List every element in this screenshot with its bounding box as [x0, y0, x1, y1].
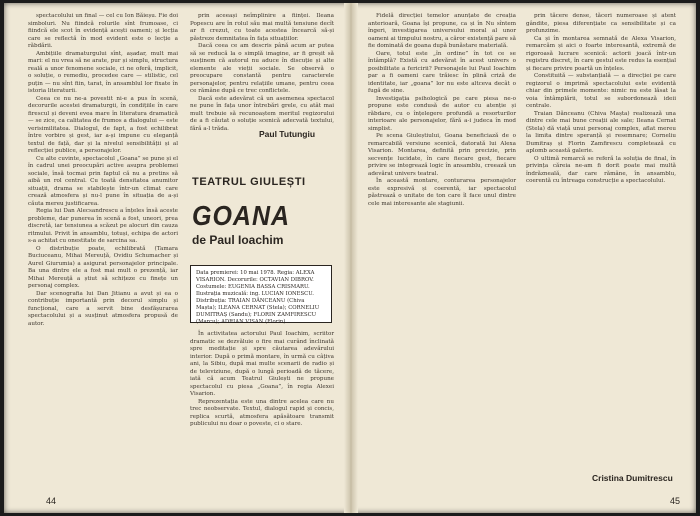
paragraph: Ceea ce nu ne-a povestit ni-e a pus în scenă, decorurile acestei dramaturgii, în condițiile în care firescul și deveni evea mare în literatura dramatică — se zice, ca calitatea de frumos a dialogului — este verisimilitatea. Dialogul, de fapt, a fost echilibrat între vorbire și gest, iar a-și impune cu eleganță textul de față, dar și la nivelul sensibilității și al reflecției publice, a personajelor.	[28, 95, 178, 154]
page-number-left: 44	[46, 496, 57, 506]
book-gutter	[344, 3, 358, 513]
theatre-name: TEATRUL GIULEȘTI	[192, 176, 306, 188]
paragraph: prin tăcere dense, tăceri numeroase și atent gândite, piesa diferențiate ca sensibilitate și ca profunzime.	[526, 13, 676, 34]
paragraph: Fidelă direcției temelor anunțate de creația anterioară, Goana își propune, ca și în Nu sîntem îngeri, investigarea universului moral al unor oameni ai timpului nostru, a căror existență pare să fie dominată de goana după bunăstare materială.	[368, 13, 516, 49]
paragraph: Dacă ceea ce am descris până acum ar putea să se reducă la o simplă imagine, ar fi greșit să susținem că autorul nu aduce în discuție și alte elemente ale vieții sociale. Se observă o preocupare constantă pentru caracterele personajelor, pentru relațiile umane, pentru ceea ce rămâne după ce trec conflictele.	[190, 43, 334, 94]
left-page-column-2-bottom	[190, 331, 334, 491]
left-page-column-1	[28, 13, 178, 485]
right-page-column-1	[368, 13, 516, 493]
paragraph: Constituită — substanțială — a direcției pe care regizorul o imprimă spectacolului este evidentă chiar din primele momente: nimic nu este lăsat la voia întâmplării, totul se subordonează ideii centrale.	[526, 73, 676, 109]
paragraph: Reprezentația este una dintre acelea care nu trec neobservate. Textul, dialogul rapid și concis, replica scurtă, atmosfera apăsătoare transmit publicului nu doar o poveste, ci o stare.	[190, 398, 334, 427]
paragraph: În această montare, conturarea personajelor este expresivă și coerentă, iar spectacolul păstrează o unitate de ton care îl face unul dintre cele mai interesante ale stagiunii.	[368, 178, 516, 207]
play-author: de Paul Ioachim	[192, 233, 284, 247]
page-number-right: 45	[670, 496, 681, 506]
paragraph: Ambițiile dramaturgului sînt, așadar, mult mai mari: el nu vrea să ne arate, pur și simplu, structura reală a unor fenomene sociale, ci ne oferă, implicit, o soluție, o remediu, procedee care — stilistic, cel puțin — nu sînt fiin, tarat, în ansamblul lor fixate în istoria literaturii.	[28, 50, 178, 94]
left-page-column-2-top	[190, 13, 334, 132]
paragraph: Oare, totul este „în ordine” în tot ce se întâmplă? Există cu adevărat în acest univers o posibilitate a fericirii? Personajele lui Paul Ioachim par a fi oameni care trăiesc în plină criză de identitate, iar „goana” lor nu este altceva decât o fugă de sine.	[368, 50, 516, 94]
credits-box: Data premierei: 10 mai 1978. Regia: ALEXA VISARION. Decorurile: OCTAVIAN DIBROV. Costumele: EUGENIA BASSA CRISMARU. Ilustrația muzicală: ing. LUCIAN IONESCU. Distribuția: TRAIAN DĂNCEANU (Chiva Mașta); ILEANA CERNAT (Stela); CORNELIU DUMITRAȘ (Sandu); FLORIN ZAMFIRESCU (Marcu); ADRIAN VISAN (Florin).	[190, 265, 332, 323]
paragraph: Investigația psihologică pe care piesa ne-o propune este condusă de autor cu atenție și răbdare, cu o înțelegere profundă a resorturilor interioare ale personajelor, fără a-i judeca în mod simplist.	[368, 95, 516, 132]
play-title: GOANA	[192, 201, 291, 232]
paragraph: O distribuție poate, echilibrată (Tamara Buciuceanu, Mihai Mereuță, Ovidiu Schumacher și Aurel Giurumia) a asigurat personajelor principale. Ba una dintre ele a fost mai mult o prezență, iar Mihai Mereuță a știut să schițeze cu finețe un personaj complex.	[28, 245, 178, 289]
paragraph: Pe scena Giuleștiului, Goana beneficiază de o remarcabilă versiune scenică, datorată lui Alexa Visarion. Montarea, definită prin precizie, prin secvențe lucidate, în care fiecare gest, fiecare privire se integrează logic în ansamblu, creează un adevărat univers teatral.	[368, 133, 516, 177]
paragraph: Dar scenografia lui Dan Jitianu a avut și ea o contribuție importantă prin decorul simplu și funcțional, care a servit bine desfășurarea spectacolului și a susținut atmosfera propusă de autor.	[28, 290, 178, 327]
paragraph: spectacolului un final — cel cu Ion Băieșu. Fie doi simboluri. Nu fiindcă rolurile sînt frumoase, ci fiindcă ele scot în evidență acești oameni; și lecția care se reflectă în mod evident este o lecție a răbdării.	[28, 13, 178, 49]
review-signature-left: Paul Tutungiu	[259, 129, 316, 139]
paragraph: În activitatea actorului Paul Ioachim, scriitor dramatic se dezvăluie o fire mai curând înclinată spre meditație și spre căutarea adevărului interior. După o primă montare, în urmă cu câțiva ani, la Sibiu, după mai multe scenarii de radio și de televiziune, după o lungă perioadă de tăcere, iată că acum Teatrul Giulești ne propune spectacolul cu piesa „Goana”, în regia Alexei Visarion.	[190, 331, 334, 397]
paragraph: prin aceeași neîmplinire a ființei. Ileana Popescu are în rolul său mai multă tensiune decît ar fi crezut, cu toate acestea încearcă să-și păstreze demnitatea în fața situațiilor.	[190, 13, 334, 42]
paragraph: Ca și în montarea semnată de Alexa Visarion, remarcăm și aici o foarte interesantă, extremă de rigoroasă lucrare scenică: actorii joacă într-un registru discret, în care gestul este redus la esențial și fiecare privire poartă un înțeles.	[526, 35, 676, 72]
paragraph: O ultimă remarcă se referă la soluția de final, în privința căreia ne-am fi dorit poate mai multă îndrăzneală, dar care rămâne, în ansamblu, coerentă cu întreaga construcție a spectacolului.	[526, 155, 676, 184]
magazine-spread	[4, 3, 696, 513]
paragraph: Dacă este adevărat că un asemenea spectacol ne pune în fața unor întrebări grele, cu atât mai mult trebuie să recunoaștem meritul regizorului de a fi căutat o soluție scenică adecvată textului, fără a-l trăda.	[190, 95, 334, 132]
paragraph: Traian Dănceanu (Chiva Mașta) realizează una dintre cele mai bune creații ale sale; Ileana Cernat (Stela) dă viață unui personaj complex, aflat mereu la limita dintre speranță și resemnare; Corneliu Dumitraș și Florin Zamfirescu completează cu aplomb această galerie.	[526, 110, 676, 154]
right-page-column-2	[526, 13, 676, 469]
review-signature-right: Cristina Dumitrescu	[592, 473, 673, 483]
paragraph: Cu alte cuvinte, spectacolul „Goana” se pune și el în cadrul unei preocupări active asupra problemei sociale, însă tocmai prin faptul că nu a pretins să aibă un rol central. Cu toată densitatea anumitor situații, drama se stabilește într-un climat care crează atmosfera și nu-l pune în situația de a-și căuta mereu justificarea.	[28, 155, 178, 207]
paragraph: Regia lui Dan Alecsandrescu a înțeles însă aceste probleme, dar punerea în scenă a fost, uneori, prea discretă, iar tensiunea a scăzut pe alocuri din cauza ritmului. Privit în ansamblu, totuși, echipa de actori s-a achitat cu onestitate de sarcina sa.	[28, 208, 178, 244]
